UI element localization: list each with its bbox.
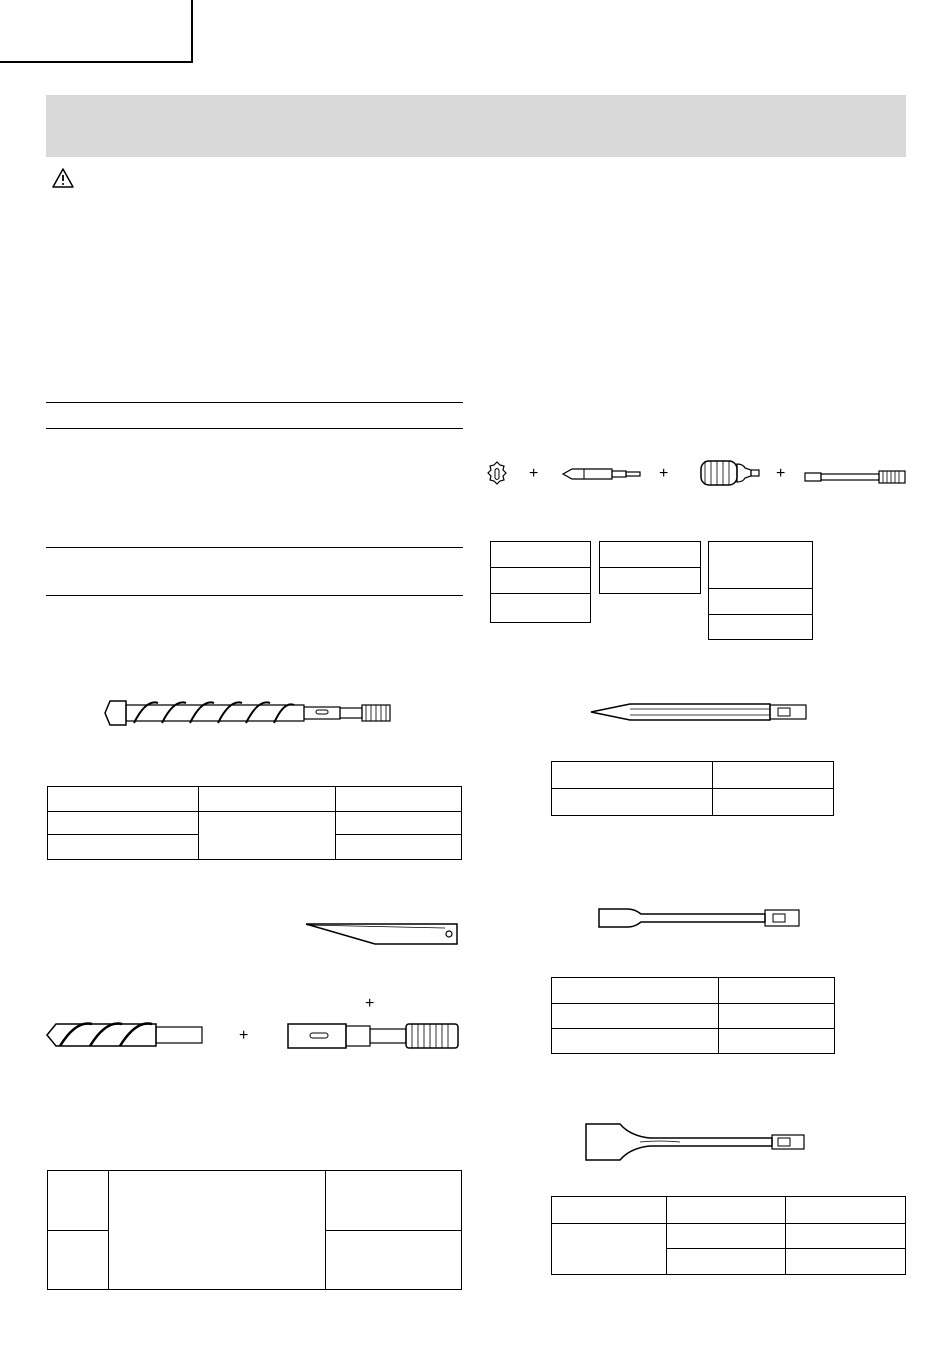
- bull-point-icon: [590, 700, 810, 724]
- page-tab-box: [0, 0, 193, 63]
- table-cell: [491, 568, 591, 594]
- plus-sign-3: +: [776, 465, 786, 482]
- plus-sign-2: +: [659, 465, 669, 482]
- table-cell: [48, 1171, 109, 1231]
- table-cell: [199, 812, 336, 860]
- table-cell: [48, 835, 199, 860]
- table-cell: [719, 978, 835, 1004]
- scoop-chisel-table: [551, 1196, 906, 1275]
- table-cell: [786, 1249, 906, 1275]
- table-cell: [326, 1171, 462, 1231]
- scoop-chisel-icon: [584, 1122, 808, 1162]
- table-cell: [336, 835, 462, 860]
- cold-chisel-table: [551, 977, 835, 1054]
- bull-point-table: [551, 761, 834, 816]
- table-cell: [667, 1197, 786, 1224]
- rule-2: [46, 428, 463, 429]
- table-cell: [552, 789, 713, 816]
- table-cell: [48, 812, 199, 835]
- core-bit-shank-icon: [803, 468, 907, 486]
- table-cell: [336, 787, 462, 812]
- table-cell: [600, 542, 701, 568]
- table-cell: [199, 787, 336, 812]
- taper-shank-adapter-icon: [286, 1020, 462, 1052]
- table-cell: [719, 1004, 835, 1029]
- straight-drill-table: [47, 1170, 462, 1290]
- drill-bit-table: [47, 786, 462, 860]
- section-header-bar: [46, 95, 906, 157]
- table-cell: [713, 762, 834, 789]
- table-cell: [786, 1224, 906, 1249]
- core-bit-icon: [697, 458, 763, 488]
- table-cell: [552, 762, 713, 789]
- table-cell: [552, 1004, 719, 1029]
- core-bit-table-1: [490, 541, 591, 623]
- plus-sign-4: +: [365, 995, 375, 1012]
- table-cell: [552, 1197, 667, 1224]
- cotter-icon: [305, 922, 460, 946]
- table-cell: [713, 789, 834, 816]
- plus-sign-5: +: [239, 1027, 249, 1044]
- table-cell: [48, 787, 199, 812]
- table-cell: [667, 1249, 786, 1275]
- table-cell: [336, 812, 462, 835]
- table-cell: [600, 568, 701, 594]
- table-cell: [709, 542, 813, 589]
- table-cell: [552, 1029, 719, 1054]
- table-cell: [709, 615, 813, 640]
- warning-triangle-icon: [52, 168, 74, 188]
- table-cell: [109, 1171, 326, 1290]
- table-cell: [491, 542, 591, 568]
- center-pin-shaft-icon: [562, 466, 642, 482]
- table-cell: [667, 1224, 786, 1249]
- core-bit-table-3: [708, 541, 813, 640]
- straight-drill-bit-icon: [46, 1020, 204, 1050]
- table-cell: [552, 978, 719, 1004]
- drill-bit-icon: [104, 695, 394, 731]
- rule-1: [46, 402, 463, 403]
- table-cell: [326, 1231, 462, 1290]
- rule-3: [46, 547, 463, 548]
- table-cell: [552, 1224, 667, 1275]
- center-pin-icon: [487, 460, 507, 488]
- core-bit-table-2: [599, 541, 701, 594]
- table-cell: [719, 1029, 835, 1054]
- table-cell: [48, 1231, 109, 1290]
- table-cell: [786, 1197, 906, 1224]
- rule-4: [46, 595, 463, 596]
- plus-sign-1: +: [529, 465, 539, 482]
- cold-chisel-icon: [597, 906, 803, 930]
- table-cell: [491, 594, 591, 623]
- table-cell: [709, 589, 813, 615]
